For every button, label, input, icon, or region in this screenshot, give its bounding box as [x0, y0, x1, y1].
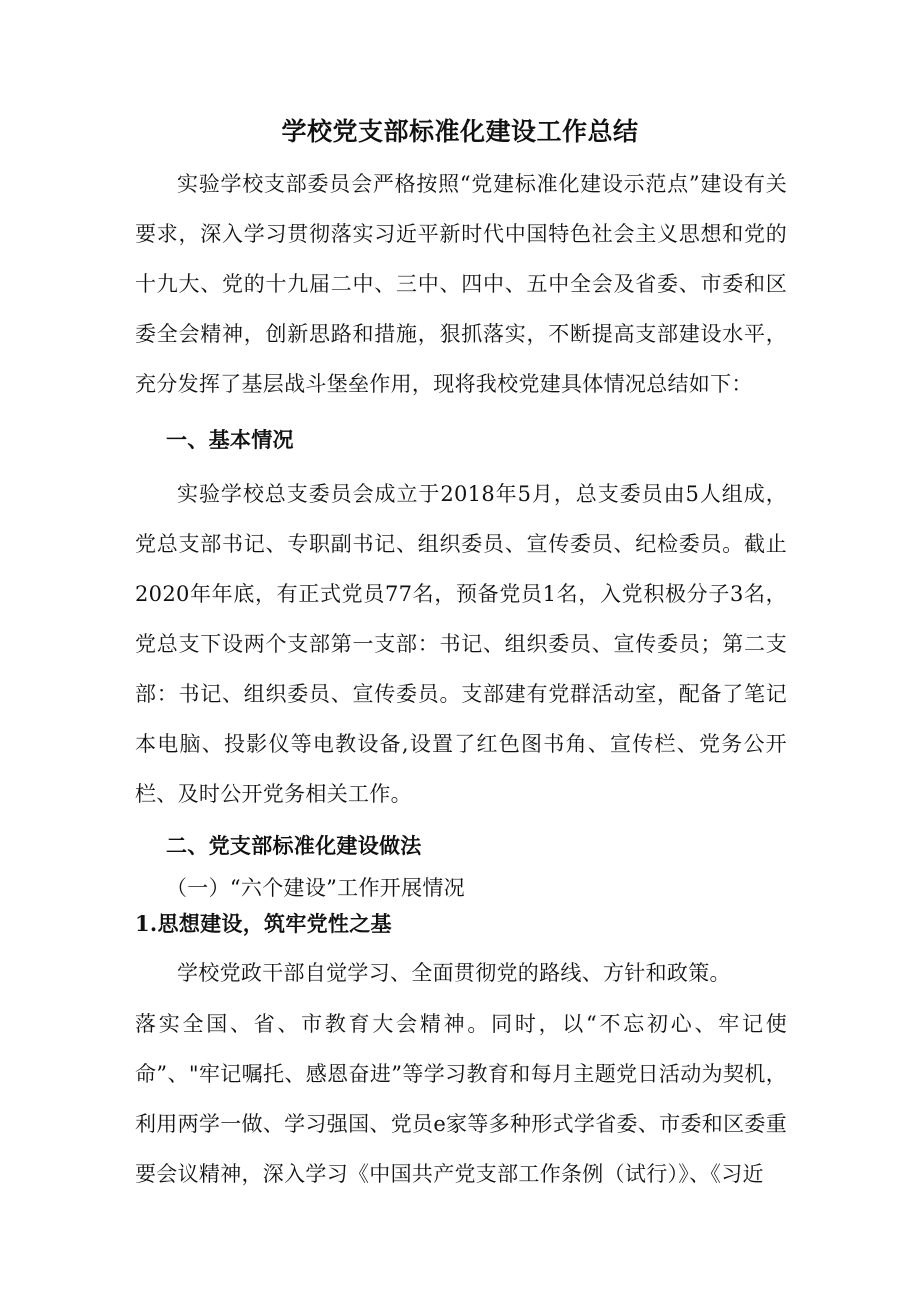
section-1-heading: 一、基本情况: [166, 428, 294, 452]
section-2-item-heading: 1.思想建设，筑牢党性之基: [135, 911, 392, 936]
intro-paragraph: 实验学校支部委员会严格按照“党建标准化建设示范点”建设有关要求，深入学习贯彻落实习近平新时代中国特色社会主义思想和党的十九大、党的十九届二中、三中、四中、五中全会及省委、市委和区委全会精神，创新思路和措施，狠抓落实，不断提高支部建设水平，充分发挥了基层战斗堡垒作用，现将我校党建具体情况总结如下：: [135, 172, 787, 396]
document-title: 学校党支部标准化建设工作总结: [281, 117, 639, 146]
section-2-heading: 二、党支部标准化建设做法: [166, 834, 422, 858]
section-2-subheading: （一）“六个建设”工作开展情况: [166, 876, 465, 900]
section-2-paragraph: 落实全国、省、市教育大会精神。同时，以“不忘初心、牢记使命”、"牢记嘱托、感恩奋进”等学习教育和每月主题党日活动为契机，利用两学一做、学习强国、党员e家等多种形式学省委、市委和区委重要会议精神，深入学习《中国共产党支部工作条例（试行）》、《习近: [135, 1012, 787, 1186]
section-1-paragraph: 实验学校总支委员会成立于2018年5月，总支委员由5人组成，党总支部书记、专职副书记、组织委员、宣传委员、纪检委员。截止2020年年底，有正式党员77名，预备党员1名，入党积极分子3名，党总支下设两个支部第一支部：书记、组织委员、宣传委员；第二支部：书记、组织委员、宣传委员。支部建有党群活动室，配备了笔记本电脑、投影仪等电教设备,设置了红色图书角、宣传栏、党务公开栏、及时公开党务相关工作。: [135, 482, 787, 806]
section-2-paragraph-first-line: 学校党政干部自觉学习、全面贯彻党的路线、方针和政策。: [177, 961, 731, 985]
